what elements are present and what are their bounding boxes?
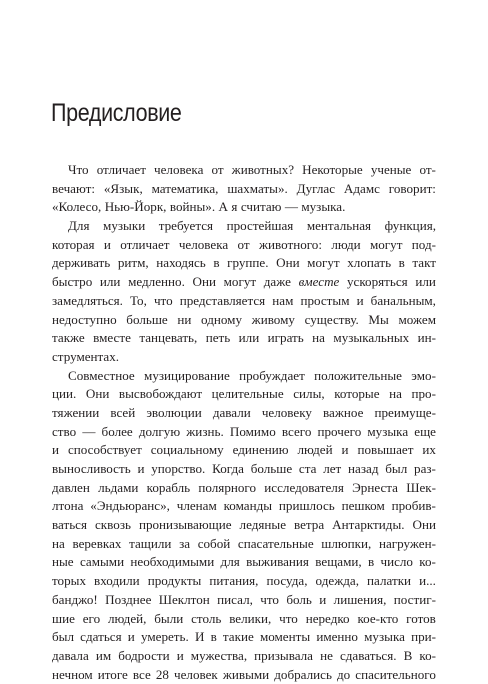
word: отличает (96, 162, 146, 177)
text-line (52, 404, 436, 423)
word: считаю (240, 199, 282, 215)
word: постиг- (393, 591, 436, 607)
word: лет (323, 461, 342, 476)
word: и (137, 461, 145, 476)
word: в (398, 255, 405, 271)
word: был (385, 461, 408, 476)
word: жизнь. (186, 423, 224, 439)
word: быстро (52, 274, 93, 290)
word: музыка (364, 629, 405, 645)
word: Они (276, 255, 300, 271)
text-line (52, 535, 436, 554)
text-line (52, 254, 436, 273)
text-line (52, 385, 436, 404)
text-line (52, 198, 436, 217)
word: Шек- (406, 479, 436, 495)
word: находясь (156, 255, 206, 271)
word: музицирование (144, 367, 230, 383)
word: Нью-Йорк, (104, 199, 167, 215)
word: недоступно (52, 311, 117, 327)
word: пешком (341, 498, 385, 514)
word: умереть. (140, 629, 189, 645)
word: им (95, 647, 112, 663)
word: важное (323, 404, 364, 420)
word: прочего (317, 423, 362, 439)
word: человека (178, 236, 229, 252)
word: всего (281, 423, 312, 439)
word: музыки (103, 218, 146, 234)
text-line (52, 348, 436, 367)
word: исследователя (264, 479, 344, 495)
word: человеку (261, 404, 312, 420)
word: высвобождают (118, 386, 203, 402)
word: хлопать (347, 255, 392, 271)
word: ные (52, 554, 74, 570)
word: под- (411, 236, 436, 252)
word: кое-кто (357, 610, 399, 626)
word: одному (201, 311, 243, 327)
word: и (176, 647, 184, 663)
word: которые (334, 386, 380, 402)
word: от- (419, 162, 436, 177)
word: в (367, 554, 375, 570)
word: живыми (222, 666, 270, 682)
word: представляется (179, 292, 266, 308)
word: входили (94, 573, 140, 589)
word: и (319, 591, 327, 607)
text-line (52, 628, 436, 647)
word: готов (406, 610, 436, 626)
word: медленно. (128, 274, 185, 290)
word: не (320, 647, 333, 663)
text-line (52, 591, 436, 610)
word: ство (52, 423, 77, 439)
word: добрались (274, 666, 332, 682)
word: простейшая (226, 218, 294, 234)
word: эволюции (146, 404, 202, 420)
word: про- (411, 386, 436, 402)
word: был (52, 629, 74, 645)
word: нагружен- (378, 535, 436, 551)
text-line (52, 441, 436, 460)
word: шахматы». (227, 180, 288, 196)
word: бодрости (118, 647, 170, 663)
word: «Язык, (103, 180, 143, 196)
word: преимуще- (374, 404, 436, 420)
word: и (356, 292, 364, 308)
word: музыка (367, 423, 409, 439)
word: человека (154, 162, 204, 177)
word: давала (52, 647, 89, 663)
word: То, (130, 292, 147, 308)
word: Они (85, 386, 110, 402)
word: и (341, 442, 349, 458)
word: Дуглас (296, 180, 336, 196)
word: выживания (246, 554, 309, 570)
text-line (52, 217, 436, 236)
word: ции. (52, 386, 77, 402)
word: именно (316, 629, 358, 645)
word: струментах. (52, 348, 120, 364)
word: вместе (93, 330, 131, 346)
word: я (231, 199, 238, 215)
word: нередко (305, 610, 350, 626)
word: вещами, (315, 554, 362, 570)
word: веревках (72, 535, 122, 551)
word: в (210, 629, 217, 645)
word: ментальная (306, 218, 372, 234)
word: Антарктиды. (332, 517, 405, 533)
word: которая (52, 236, 95, 252)
word: нам (272, 292, 294, 308)
word: и (127, 629, 135, 645)
word: спасательные (237, 535, 314, 551)
word: И (194, 629, 205, 645)
word: ветра (294, 517, 325, 533)
word: его (82, 610, 101, 626)
word: членам (176, 498, 217, 514)
word: посуда, (266, 573, 308, 589)
word: палатки (367, 573, 412, 589)
word: можем (398, 311, 436, 327)
word: людей, (108, 610, 147, 626)
word: назад (348, 461, 379, 476)
word: одежда, (315, 573, 359, 589)
word: сквозь (95, 517, 131, 533)
word: или (238, 330, 260, 346)
word: были (154, 610, 184, 626)
word: животных? (231, 162, 295, 177)
word: спасительного (355, 666, 436, 682)
word: давали (212, 404, 251, 420)
word: их (422, 442, 436, 458)
word: для (220, 554, 240, 570)
word: такие (222, 629, 254, 645)
word: собой (197, 535, 231, 551)
word: В (403, 647, 413, 663)
word: Шеклтон (158, 591, 210, 607)
word: вечают: (52, 180, 95, 196)
text-line (52, 610, 436, 629)
word: замедляться. (52, 292, 123, 308)
word: при- (411, 629, 436, 645)
word: до (336, 666, 351, 682)
word: от (211, 162, 224, 177)
word: давлен (52, 479, 90, 495)
word: полярного (198, 479, 257, 495)
word: социальному (150, 442, 224, 458)
word: Они (412, 517, 436, 533)
word: существу. (304, 311, 359, 327)
word: играть (267, 330, 304, 346)
word: сдаться (80, 629, 122, 645)
word: Помимо (229, 423, 276, 439)
word: тащили (129, 535, 172, 551)
word: упорство. (151, 461, 206, 476)
word: повышает (357, 442, 414, 458)
word: на (389, 386, 402, 402)
word: боль (286, 591, 312, 607)
word: математика, (151, 180, 219, 196)
word: на (312, 330, 325, 346)
word: раз- (414, 461, 436, 476)
word: больше (250, 461, 293, 476)
word: пробив- (391, 498, 436, 514)
text-line (52, 553, 436, 572)
word: ледяные (239, 517, 287, 533)
text-line (52, 666, 436, 684)
chapter-title: Предисловие (51, 99, 182, 127)
word: столь (191, 610, 222, 626)
word: Адамс (343, 180, 380, 196)
word: лтона (52, 498, 84, 514)
word: единению (232, 442, 289, 458)
text-line (52, 423, 436, 442)
word: и (103, 236, 111, 252)
word: банальным, (370, 292, 436, 308)
word: шие (52, 610, 75, 626)
word: команды (223, 498, 273, 514)
word: корабль (146, 479, 191, 495)
text-line (52, 479, 436, 498)
word: ко- (419, 554, 436, 570)
word: выносливость (52, 461, 131, 476)
word: писал, (217, 591, 253, 607)
text-line (52, 273, 436, 292)
word: в (213, 255, 220, 271)
body-text (52, 161, 436, 684)
text-line (52, 497, 436, 516)
word: люди (331, 236, 361, 252)
word: шлюпки, (321, 535, 372, 551)
word: животного: (258, 236, 322, 252)
word: эмо- (411, 367, 436, 383)
word: на (52, 535, 65, 551)
word: целительные (211, 386, 284, 402)
text-line (52, 329, 436, 348)
word: простым (300, 292, 350, 308)
word: 28 (155, 666, 169, 682)
word: положительные (314, 367, 402, 383)
word: ин- (417, 330, 436, 346)
word: долгую (138, 423, 181, 439)
word: тяжении (52, 404, 100, 420)
word: торых (52, 573, 86, 589)
word: необходимыми (130, 554, 215, 570)
text-line (52, 572, 436, 591)
text-line (52, 311, 436, 330)
word: льдами (98, 479, 139, 495)
emphasized-word: вместе (298, 274, 340, 290)
word: требуется (158, 218, 214, 234)
word: или (415, 274, 436, 290)
word: способствует (67, 442, 142, 458)
word: ста (298, 461, 317, 476)
word: Для (68, 218, 90, 234)
word: музыкальных (333, 330, 410, 346)
word: продукты (147, 573, 202, 589)
word: и... (419, 573, 436, 589)
word: функция, (384, 218, 436, 234)
word: ученые (370, 162, 412, 177)
word: Что (68, 162, 89, 177)
word: могут (307, 255, 340, 271)
word: танцевать, (139, 330, 198, 346)
word: людей (297, 442, 333, 458)
word: отличает (120, 236, 170, 252)
text-line (52, 367, 436, 386)
word: также (52, 330, 85, 346)
word: могут (369, 236, 403, 252)
text-line (52, 292, 436, 311)
word: мужества, (190, 647, 248, 663)
word: число (380, 554, 413, 570)
word: самыми (79, 554, 125, 570)
word: Совместное (68, 367, 135, 383)
word: лишения, (333, 591, 387, 607)
word: могут (223, 274, 257, 290)
word: даже (263, 274, 291, 290)
word: что (153, 292, 173, 308)
word: сдаваться. (339, 647, 397, 663)
word: пробуждает (239, 367, 305, 383)
word: призывала (254, 647, 313, 663)
word: живому (251, 311, 295, 327)
word: Когда (212, 461, 244, 476)
word: группе. (227, 255, 269, 271)
word: Эрнеста (352, 479, 398, 495)
word: ко- (419, 647, 436, 663)
word: итоге (97, 666, 128, 682)
word: войны». (169, 199, 216, 215)
word: силы, (293, 386, 325, 402)
word: нечном (52, 666, 93, 682)
text-line (52, 236, 436, 255)
word: все (132, 666, 151, 682)
word: или (99, 274, 121, 290)
word: больше (126, 311, 168, 327)
word: велики, (229, 610, 272, 626)
word: — (82, 423, 96, 439)
word: человек (174, 666, 218, 682)
word: пронизывающие (138, 517, 232, 533)
word: — (284, 199, 298, 215)
word: ускоряться (346, 274, 408, 290)
text-line (52, 460, 436, 479)
text-line (52, 161, 436, 180)
word: моменты (259, 629, 311, 645)
word: всей (110, 404, 136, 420)
word: ни (177, 311, 192, 327)
word: еще (414, 423, 436, 439)
text-line (52, 516, 436, 535)
word: «Эндьюранс», (90, 498, 170, 514)
word: говорит: (388, 180, 436, 196)
word: и (52, 442, 60, 458)
text-line (52, 180, 436, 199)
word: банджо! (52, 591, 98, 607)
word: «Колесо, (52, 199, 102, 215)
word: что (279, 610, 298, 626)
word: питания, (209, 573, 259, 589)
word: ритм, (117, 255, 149, 271)
word: ваться (52, 517, 88, 533)
word: Они (192, 274, 216, 290)
word: за (179, 535, 191, 551)
word: такт (412, 255, 436, 271)
word: что (260, 591, 279, 607)
word: музыка. (301, 199, 346, 215)
word: петь (205, 330, 231, 346)
word: пришлось (278, 498, 335, 514)
word: А (218, 199, 228, 215)
word: Позднее (105, 591, 152, 607)
word: Некоторые (302, 162, 363, 177)
word: более (101, 423, 133, 439)
word: держивать (52, 255, 111, 271)
word: Мы (368, 311, 389, 327)
word: от (237, 236, 250, 252)
